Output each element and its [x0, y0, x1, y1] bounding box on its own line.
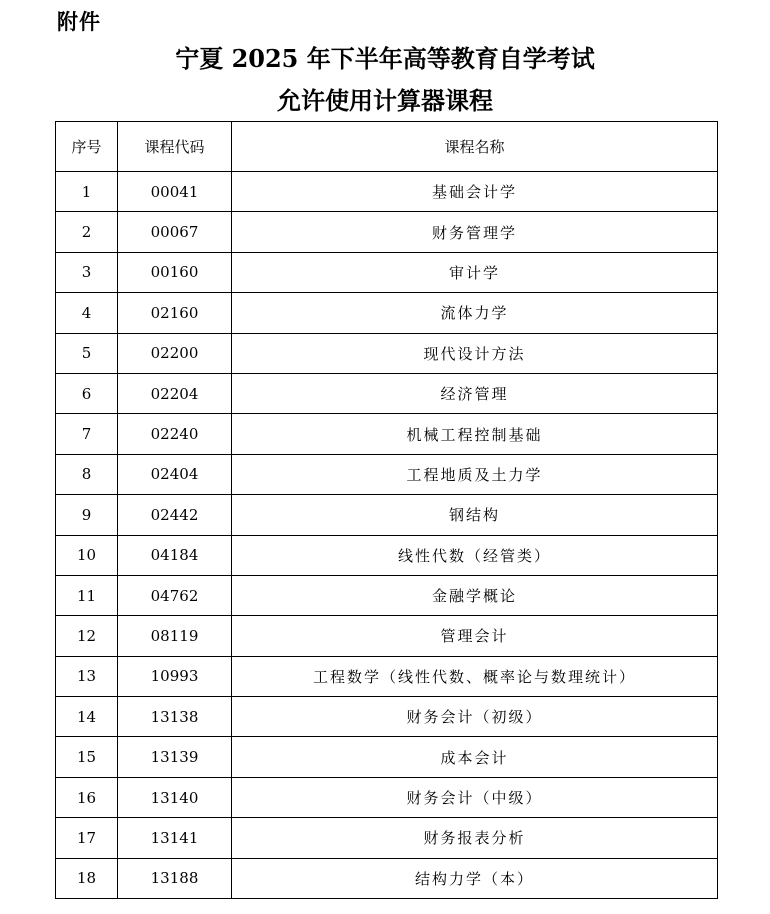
row-course-code: 02160	[118, 293, 232, 333]
row-course-name: 金融学概论	[232, 575, 718, 615]
row-serial-number: 13	[56, 656, 118, 696]
attachment-label: 附件	[57, 10, 101, 34]
header-course-code: 课程代码	[118, 122, 232, 172]
row-course-name: 财务报表分析	[232, 818, 718, 858]
row-serial-number: 6	[56, 373, 118, 413]
table-row	[56, 495, 718, 535]
row-serial-number: 11	[56, 575, 118, 615]
table-row	[56, 454, 718, 494]
row-course-code: 13188	[118, 858, 232, 898]
row-course-name: 财务管理学	[232, 212, 718, 252]
table-row	[56, 818, 718, 858]
row-serial-number: 3	[56, 252, 118, 292]
row-course-code: 00041	[118, 172, 232, 212]
table-row	[56, 656, 718, 696]
header-course-name: 课程名称	[232, 122, 718, 172]
table-row	[56, 697, 718, 737]
row-course-name: 审计学	[232, 252, 718, 292]
row-serial-number: 14	[56, 697, 118, 737]
row-course-name: 线性代数（经管类）	[232, 535, 718, 575]
document-title: 宁夏 2025 年下半年高等教育自学考试	[175, 44, 595, 73]
row-course-name: 财务会计（中级）	[232, 777, 718, 817]
row-course-code: 02404	[118, 454, 232, 494]
row-course-name: 钢结构	[232, 495, 718, 535]
row-serial-number: 10	[56, 535, 118, 575]
table-row	[56, 172, 718, 212]
row-course-code: 10993	[118, 656, 232, 696]
row-course-code: 13141	[118, 818, 232, 858]
table-row	[56, 737, 718, 777]
row-course-code: 13139	[118, 737, 232, 777]
course-table	[55, 121, 718, 899]
row-course-code: 02240	[118, 414, 232, 454]
table-row	[56, 575, 718, 615]
row-course-code: 13140	[118, 777, 232, 817]
table-row	[56, 212, 718, 252]
row-serial-number: 7	[56, 414, 118, 454]
table-row	[56, 777, 718, 817]
table-row	[56, 293, 718, 333]
row-course-name: 结构力学（本）	[232, 858, 718, 898]
row-serial-number: 17	[56, 818, 118, 858]
row-course-name: 工程地质及土力学	[232, 454, 718, 494]
row-course-name: 机械工程控制基础	[232, 414, 718, 454]
row-serial-number: 16	[56, 777, 118, 817]
row-course-code: 02200	[118, 333, 232, 373]
header-serial-number: 序号	[56, 122, 118, 172]
row-course-name: 基础会计学	[232, 172, 718, 212]
row-serial-number: 1	[56, 172, 118, 212]
document-subtitle: 允许使用计算器课程	[277, 86, 493, 115]
row-course-code: 00067	[118, 212, 232, 252]
table-header-row	[56, 122, 718, 172]
row-course-name: 流体力学	[232, 293, 718, 333]
row-course-name: 现代设计方法	[232, 333, 718, 373]
row-course-code: 00160	[118, 252, 232, 292]
row-course-code: 02204	[118, 373, 232, 413]
row-serial-number: 12	[56, 616, 118, 656]
row-course-code: 04184	[118, 535, 232, 575]
row-serial-number: 9	[56, 495, 118, 535]
row-course-code: 08119	[118, 616, 232, 656]
row-course-name: 财务会计（初级）	[232, 697, 718, 737]
table-row	[56, 373, 718, 413]
row-serial-number: 18	[56, 858, 118, 898]
row-course-name: 管理会计	[232, 616, 718, 656]
row-course-code: 02442	[118, 495, 232, 535]
row-serial-number: 15	[56, 737, 118, 777]
table-row	[56, 414, 718, 454]
row-serial-number: 8	[56, 454, 118, 494]
table-row	[56, 333, 718, 373]
row-course-name: 成本会计	[232, 737, 718, 777]
row-course-code: 04762	[118, 575, 232, 615]
table-row	[56, 535, 718, 575]
row-serial-number: 2	[56, 212, 118, 252]
row-serial-number: 5	[56, 333, 118, 373]
table-row	[56, 858, 718, 898]
row-course-name: 工程数学（线性代数、概率论与数理统计）	[232, 656, 718, 696]
row-serial-number: 4	[56, 293, 118, 333]
row-course-name: 经济管理	[232, 373, 718, 413]
row-course-code: 13138	[118, 697, 232, 737]
table-row	[56, 252, 718, 292]
table-row	[56, 616, 718, 656]
